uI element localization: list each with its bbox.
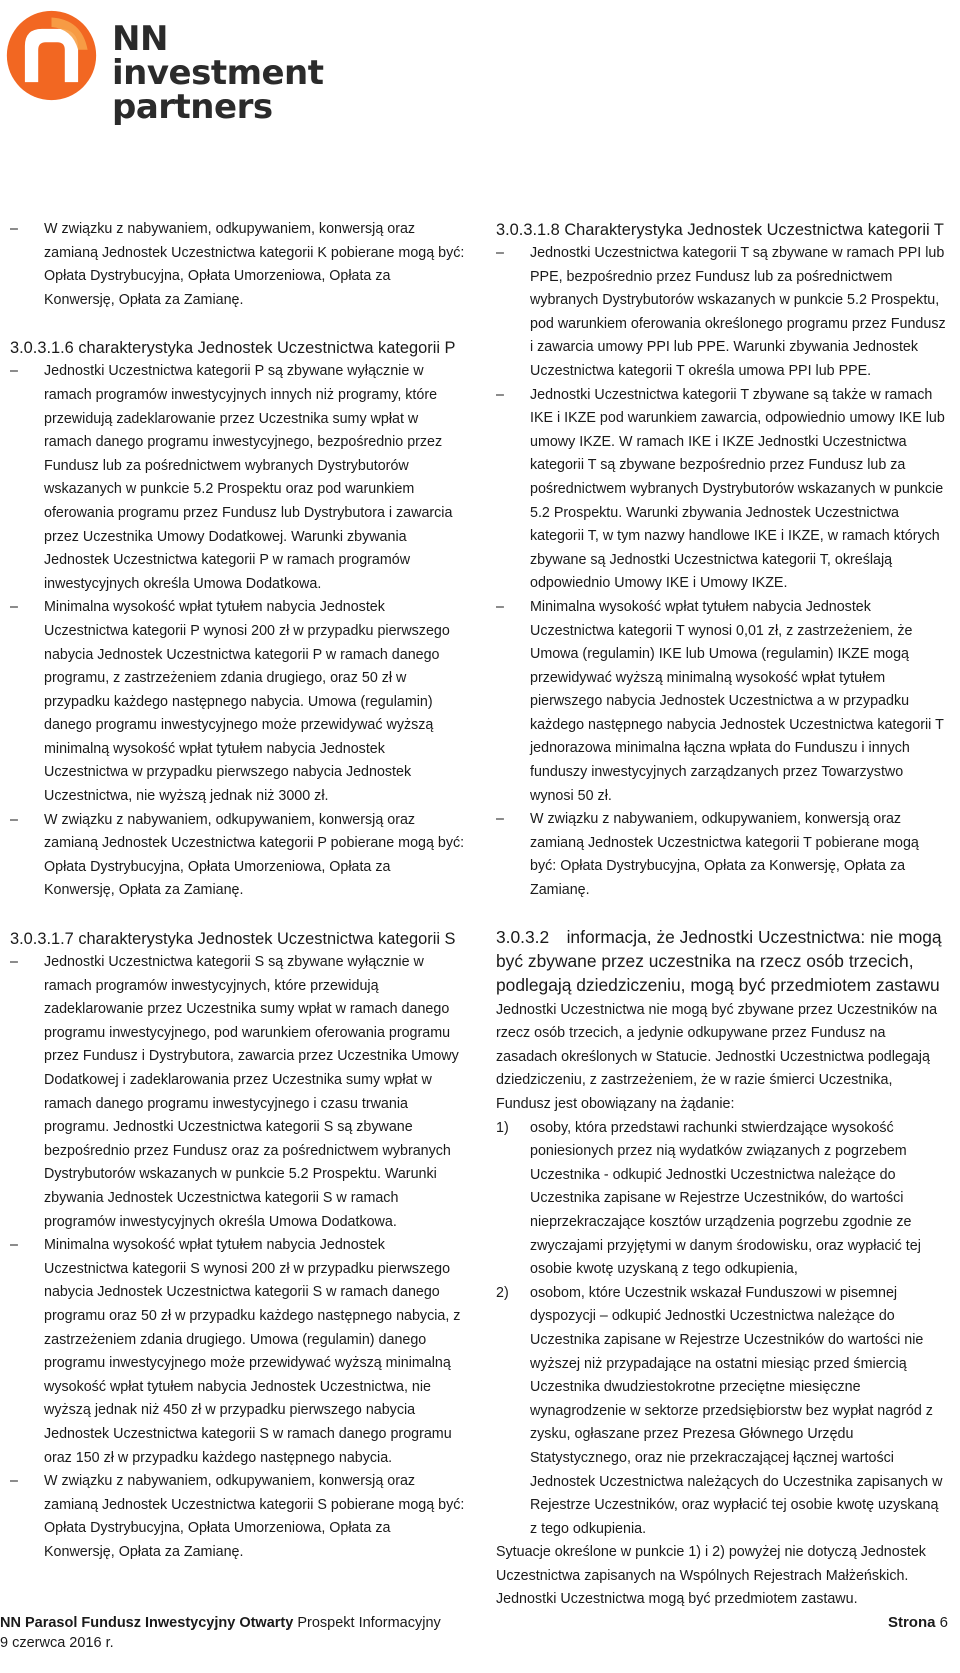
brand-logo — [4, 8, 354, 127]
section-title-inheritance: 3.0.3.2 informacja, że Jednostki Uczestnictwa: nie mogą być zbywane przez uczestnika na rzecz osób trzecich, podlegają dziedziczeniu, mogą być przedmiotem zastawu — [496, 926, 942, 995]
list-item: – W związku z nabywaniem, odkupywaniem, konwersją oraz zamianą Jednostek Uczestnictwa kategorii S pobierane mogą być: Opłata Dystrybucyjna, Opłata Umorzeniowa, Opłata za Konwersję, Opłata za Zamianę. — [10, 1470, 465, 1564]
brand-line-2: partners — [112, 87, 273, 127]
inheritance-list — [496, 1117, 948, 1542]
page-number — [888, 1614, 948, 1632]
section-title-s: 3.0.3.1.7 charakterystyka Jednostek Uczestnictwa kategorii S — [10, 930, 456, 949]
intro-list — [10, 218, 465, 312]
list-item: – W związku z nabywaniem, odkupywaniem, konwersją oraz zamianą Jednostek Uczestnictwa kategorii T pobierane mogą być: Opłata Dystrybucyjna, Opłata za Konwersję, Opłata za Zamianę. — [496, 808, 948, 902]
list-text: osoby, która przedstawi rachunki stwierdzające wysokość poniesionych przez nią wydatków związanych z pogrzebem Uczestnika - odkupić Jednostki Uczestnictwa należące do Uczestnika zapisane w Rejestrze Uczestników, do wartości nieprzekraczające kosztów urządzenia pogrzebu zgodnie ze zwyczajami przyjętymi w danym środowisku, oraz wypłacić tej osobie kwotę uzyskaną z tego odkupienia, — [530, 1119, 921, 1278]
list-item: – Minimalna wysokość wpłat tytułem nabycia Jednostek Uczestnictwa kategorii T wynosi 0,01 zł, z zastrzeżeniem, że Umowa (regulamin) IKE lub Umowa (regulamin) IKZE mogą przewidywać wyższą minimalną wysokość wpłat tytułem pierwszego nabycia Jednostek Uczestnictwa a w przypadku każdego następnego nabycia Jednostek Uczestnictwa kategorii T jednorazowa minimalna łączna wpłata do Funduszu i innych funduszy inwestycyjnych zarządzanych przez Towarzystwo wynosi 50 zł. — [496, 596, 948, 808]
section-p-list — [10, 360, 465, 903]
list-item: – Jednostki Uczestnictwa kategorii T zbywane są także w ramach IKE i IKZE pod warunkiem zawarcia, odpowiednio umowy IKE lub umowy IKZE. W ramach IKE i IKZE Jednostki Uczestnictwa kategorii T są zbywane bezpośrednio przez Fundusz lub za pośrednictwem wybranych Dystrybutorów wskazanych w punkcie 5.2 Prospektu. Warunki zbywania Jednostek Uczestnictwa kategorii T, w tym nazwy handlowe IKE i IKZE, w ramach których zbywane są Jednostki Uczestnictwa kategorii T, określają odpowiednio Umowy IKE i Umowy IKZE. — [496, 384, 948, 596]
section-title-t: 3.0.3.1.8 Charakterystyka Jednostek Uczestnictwa kategorii T — [496, 221, 944, 239]
page-label: Strona — [887, 1614, 936, 1631]
page-number-value: 6 — [939, 1614, 948, 1631]
brand-line-1: NN investment — [112, 19, 324, 93]
list-item: – Minimalna wysokość wpłat tytułem nabycia Jednostek Uczestnictwa kategorii S wynosi 200 zł w przypadku pierwszego nabycia Jednostek Uczestnictwa kategorii S w ramach danego programu oraz 50 zł w przypadku każdego następnego nabycia, z zastrzeżeniem zdania drugiego. Umowa (regulamin) danego programu inwestycyjnego może przewidywać wyższą minimalną wysokość wpłat tytułem nabycia Jednostek Uczestnictwa, nie wyższą jednak niż 450 zł w przypadku pierwszego nabycia Jednostek Uczestnictwa kategorii S w ramach danego programu oraz 150 zł w przypadku każdego następnego nabycia. — [10, 1234, 465, 1470]
list-number: 1) — [496, 1119, 509, 1136]
list-item: – Jednostki Uczestnictwa kategorii S są zbywane wyłącznie w ramach programów inwestycyjnych, które przewidują zadeklarowanie przez Uczestnika sumy wpłat w ramach danego programu inwestycyjnego, pod warunkiem oferowania programu przez Fundusz i Dystrybutora, zawarcia przez Uczestnika Umowy Dodatkowej i zadeklarowania przez Uczestnika sumy wpłat w ramach danego programu inwestycyjnego i czasu trwania programu. Jednostki Uczestnictwa kategorii S są zbywane bezpośrednio przez Fundusz oraz za pośrednictwem wybranych Dystrybutorów wskazanych w punkcie 5.2 Prospektu. Warunki zbywania Jednostek Uczestnictwa kategorii S w ramach programów inwestycyjnych określa Umowa Dodatkowa. — [10, 951, 465, 1234]
list-item — [496, 1282, 948, 1542]
footer-fund-name: NN Parasol Fundusz Inwestycyjny Otwarty — [0, 1615, 294, 1631]
right-column — [496, 218, 948, 1612]
list-item: – W związku z nabywaniem, odkupywaniem, konwersją oraz zamianą Jednostek Uczestnictwa kategorii K pobierane mogą być: Opłata Dystrybucyjna, Opłata Umorzeniowa, Opłata za Konwersję, Opłata za Zamianę. — [10, 218, 465, 312]
footer-date: 9 czerwca 2016 r. — [0, 1635, 114, 1651]
list-item: – Minimalna wysokość wpłat tytułem nabycia Jednostek Uczestnictwa kategorii P wynosi 200 zł w przypadku pierwszego nabycia Jednostek Uczestnictwa kategorii P w ramach danego programu, z zastrzeżeniem zdania drugiego, oraz 50 zł w przypadku każdego następnego nabycia. Umowa (regulamin) danego programu inwestycyjnego może przewidywać wyższą minimalną wysokość wpłat tytułem nabycia Jednostek Uczestnictwa w przypadku pierwszego nabycia Jednostek Uczestnictwa, nie wyższą jednak niż 3000 zł. — [10, 596, 465, 808]
footer-doc-name: Prospekt Informacyjny — [297, 1615, 441, 1631]
section-inheritance-outro: Sytuacje określone w punkcie 1) i 2) powyżej nie dotyczą Jednostek Uczestnictwa zapisanych na Wspólnych Rejestrach Małżeńskich. Jednostki Uczestnictwa mogą być przedmiotem zastawu. — [496, 1544, 926, 1608]
section-title-p: 3.0.3.1.6 charakterystyka Jednostek Uczestnictwa kategorii P — [10, 339, 456, 358]
left-column — [10, 218, 465, 1564]
brand-name — [112, 19, 354, 127]
list-item — [496, 1117, 948, 1282]
section-t-list — [496, 242, 948, 903]
list-item: – Jednostki Uczestnictwa kategorii T są zbywane w ramach PPI lub PPE, bezpośrednio przez Fundusz lub za pośrednictwem wybranych Dystrybutorów wskazanych w punkcie 5.2 Prospektu, pod warunkiem oferowania określonego programu przez Fundusz i zawarcia umowy PPI lub PPE. Warunki zbywania Jednostek Uczestnictwa kategorii T określa umowa PPI lub PPE. — [496, 242, 948, 384]
section-inheritance-intro: Jednostki Uczestnictwa nie mogą być zbywane przez Uczestników na rzecz osób trzecich, a jedynie odkupywane przez Fundusz na zasadach określonych w Statucie. Jednostki Uczestnictwa podlegają dziedziczeniu, z zastrzeżeniem, że w razie śmierci Uczestnika, Fundusz jest obowiązany na żądanie: — [496, 1001, 938, 1112]
section-s-list — [10, 951, 465, 1564]
list-item: – W związku z nabywaniem, odkupywaniem, konwersją oraz zamianą Jednostek Uczestnictwa kategorii P pobierane mogą być: Opłata Dystrybucyjna, Opłata Umorzeniowa, Opłata za Konwersję, Opłata za Zamianę. — [10, 809, 465, 903]
list-item: – Jednostki Uczestnictwa kategorii P są zbywane wyłącznie w ramach programów inwestycyjnych innych niż programy, które przewidują zadeklarowanie przez Uczestnika sumy wpłat w ramach danego programu inwestycyjnego, bezpośrednio przez Fundusz lub za pośrednictwem wybranych Dystrybutorów wskazanych w punkcie 5.2 Prospektu oraz pod warunkiem oferowania programu przez Fundusz lub Dystrybutora i zawarcia przez Uczestnika Umowy Dodatkowej. Warunki zbywania Jednostek Uczestnictwa kategorii P w ramach programów inwestycyjnych określa Umowa Dodatkowa. — [10, 360, 465, 596]
footer-title — [0, 1614, 441, 1632]
nn-logo-icon — [4, 8, 99, 103]
list-text: osobom, które Uczestnik wskazał Funduszowi w pisemnej dyspozycji – odkupić Jednostki Uczestnictwa należące do Uczestnika zapisane w Rejestrze Uczestników do wartości nie wyższej niż przypadające na ostatni miesiąc przed śmiercią Uczestnika dwudziestokrotne przeciętne miesięczne wynagrodzenie w sektorze przedsiębiorstw bez wypłat nagród z zysku, ogłaszane przez Prezesa Głównego Urzędu Statystycznego, oraz nie przekraczającej łącznej wartości Jednostek Uczestnictwa należących do Uczestnika zapisanych w Rejestrze Uczestników, oraz wypłacić tej osobie kwotę uzyskaną z tego odkupienia. — [530, 1284, 943, 1537]
list-number: 2) — [496, 1284, 509, 1301]
